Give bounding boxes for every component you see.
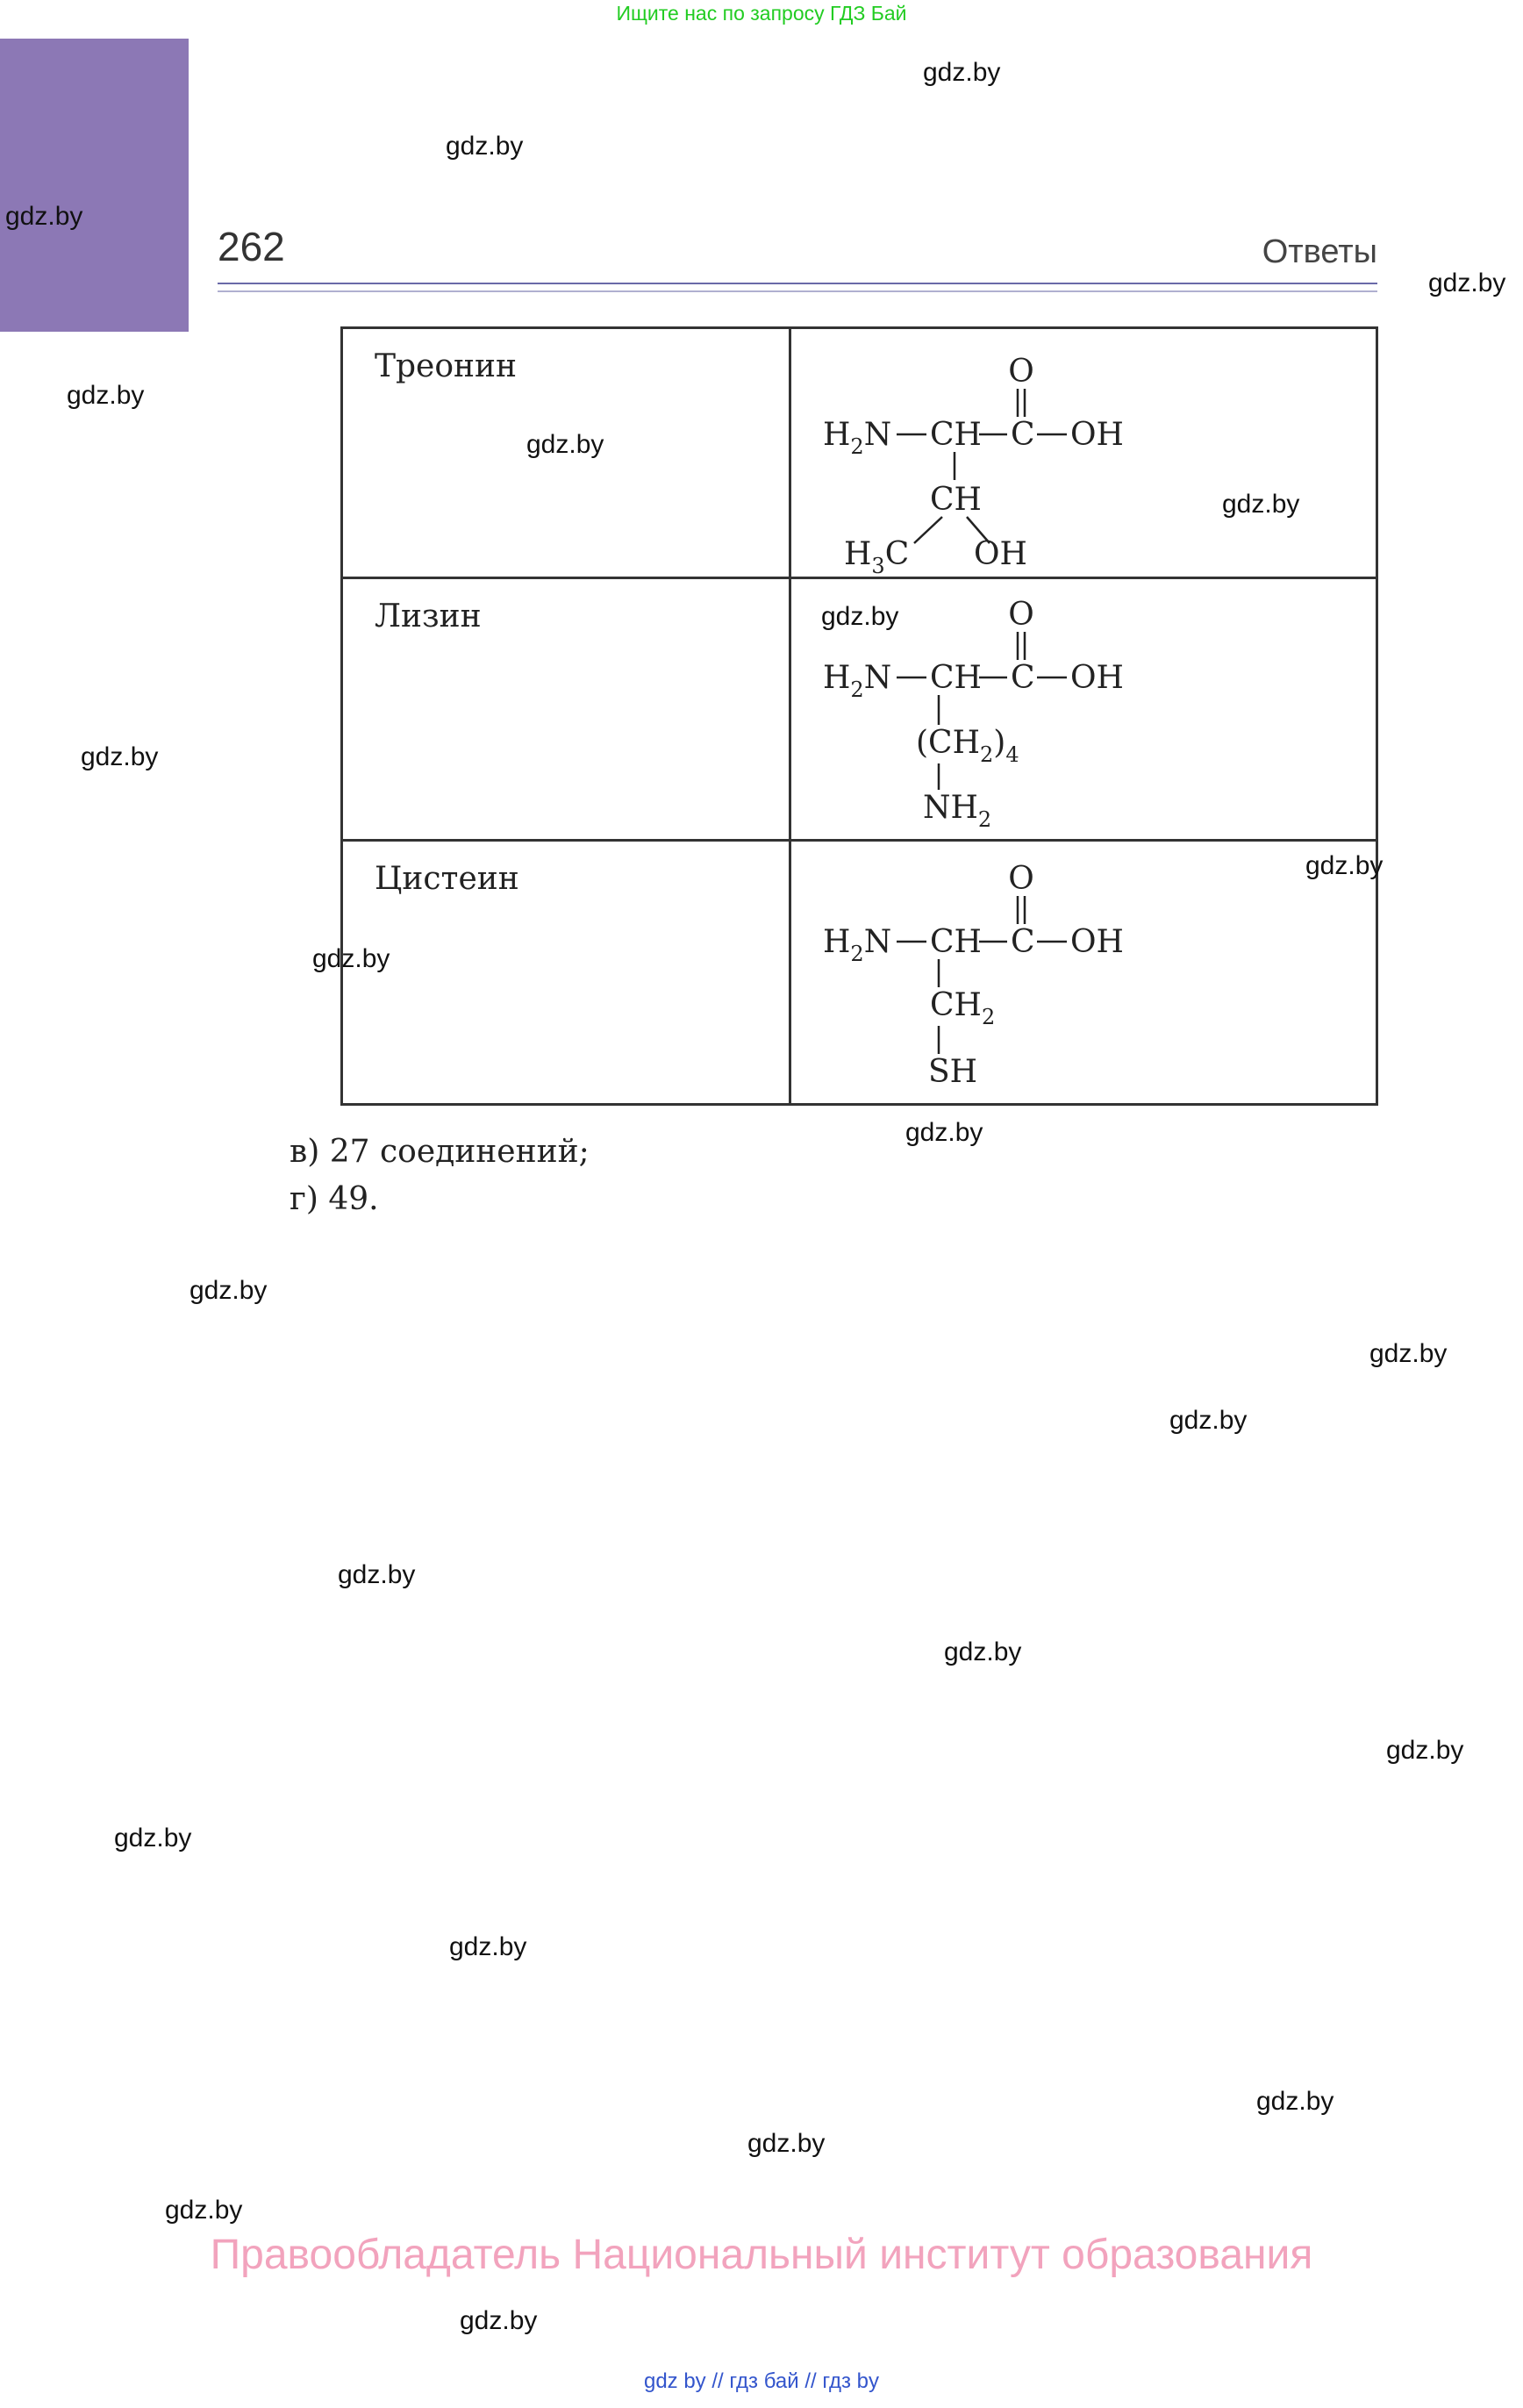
watermark[interactable]: gdz.by [67, 381, 145, 410]
watermark[interactable]: gdz.by [449, 1932, 527, 1961]
formula-terminal-amine: $NH_2$ [923, 790, 992, 832]
structural-formula-threonine [790, 328, 1377, 578]
header-rule-secondary [218, 290, 1377, 292]
formula-alpha-carbon: CH [930, 660, 982, 696]
watermark[interactable]: gdz.by [114, 1824, 192, 1853]
watermark[interactable]: gdz.by [944, 1638, 1022, 1666]
watermark[interactable]: gdz.by [446, 132, 524, 161]
watermark[interactable]: gdz.by [747, 2129, 826, 2158]
formula-hydroxyl: OH [1070, 924, 1124, 960]
watermark[interactable]: gdz.by [81, 742, 159, 771]
watermark[interactable]: gdz.by [312, 944, 390, 973]
formula-oxygen: O [1008, 597, 1034, 633]
watermark[interactable]: gdz.by [923, 58, 1001, 87]
watermark[interactable]: gdz.by [1428, 269, 1506, 297]
amino-acid-name: Лизин [375, 598, 482, 634]
table-row [342, 328, 1377, 578]
formula-alpha-carbon: CH [930, 924, 982, 960]
amino-acid-name: Цистеин [375, 861, 519, 897]
formula-oxygen: O [1008, 354, 1034, 390]
formula-carboxyl-carbon: C [1011, 417, 1035, 453]
copyright-notice: Правообладатель Национальный институт образования [210, 2232, 1313, 2278]
header-rule [218, 283, 1377, 284]
amino-acid-name-cell [342, 578, 790, 841]
watermark[interactable]: gdz.by [821, 602, 899, 631]
structural-formula-cysteine [790, 841, 1377, 1105]
amino-acid-name-cell [342, 841, 790, 1105]
watermark[interactable]: gdz.by [165, 2196, 243, 2225]
watermark[interactable]: gdz.by [1222, 490, 1300, 519]
formula-methyl: $H_3C$ [844, 536, 910, 577]
formula-thiol: SH [928, 1054, 978, 1090]
watermark[interactable]: gdz.by [5, 202, 83, 231]
formula-carboxyl-carbon: C [1011, 660, 1035, 696]
formula-side-hydroxyl: OH [974, 536, 1027, 572]
threonine-formula-svg [791, 329, 1379, 577]
formula-oxygen: O [1008, 861, 1034, 897]
amino-acid-name: Треонин [375, 348, 518, 384]
watermark[interactable]: gdz.by [338, 1560, 416, 1589]
formula-hydroxyl: OH [1070, 660, 1124, 696]
answer-g: г) 49. [290, 1181, 379, 1217]
decorative-corner-block [0, 39, 189, 332]
watermark[interactable]: gdz.by [1256, 2087, 1334, 2116]
search-banner[interactable]: Ищите нас по запросу ГДЗ Бай [616, 2, 907, 25]
formula-methylene-chain: $(CH_2)_4$ [916, 725, 1019, 767]
watermark[interactable]: gdz.by [1169, 1406, 1248, 1435]
amino-acid-table [340, 326, 1378, 1106]
watermark[interactable]: gdz.by [526, 430, 604, 459]
formula-carboxyl-carbon: C [1011, 924, 1035, 960]
formula-amine: $H_2N$ [823, 660, 892, 702]
watermark[interactable]: gdz.by [1386, 1736, 1464, 1765]
footer-links[interactable]: gdz by // гдз бай // гдз by [643, 2369, 880, 2393]
answer-v: в) 27 соединений; [290, 1134, 590, 1170]
cysteine-formula-svg [791, 842, 1379, 1103]
formula-alpha-carbon: CH [930, 417, 982, 453]
table-row [342, 841, 1377, 1105]
running-head: Ответы [1262, 233, 1377, 270]
watermark[interactable]: gdz.by [460, 2306, 538, 2335]
watermark[interactable]: gdz.by [189, 1276, 268, 1305]
formula-amine: $H_2N$ [823, 924, 892, 966]
watermark[interactable]: gdz.by [1369, 1339, 1448, 1368]
page-number: 262 [218, 224, 285, 269]
formula-methylene: $CH_2$ [930, 987, 996, 1029]
watermark[interactable]: gdz.by [1305, 851, 1384, 880]
formula-side-chain: CH [930, 482, 982, 518]
watermark[interactable]: gdz.by [905, 1118, 983, 1147]
formula-hydroxyl: OH [1070, 417, 1124, 453]
formula-amine: $H_2N$ [823, 417, 892, 459]
